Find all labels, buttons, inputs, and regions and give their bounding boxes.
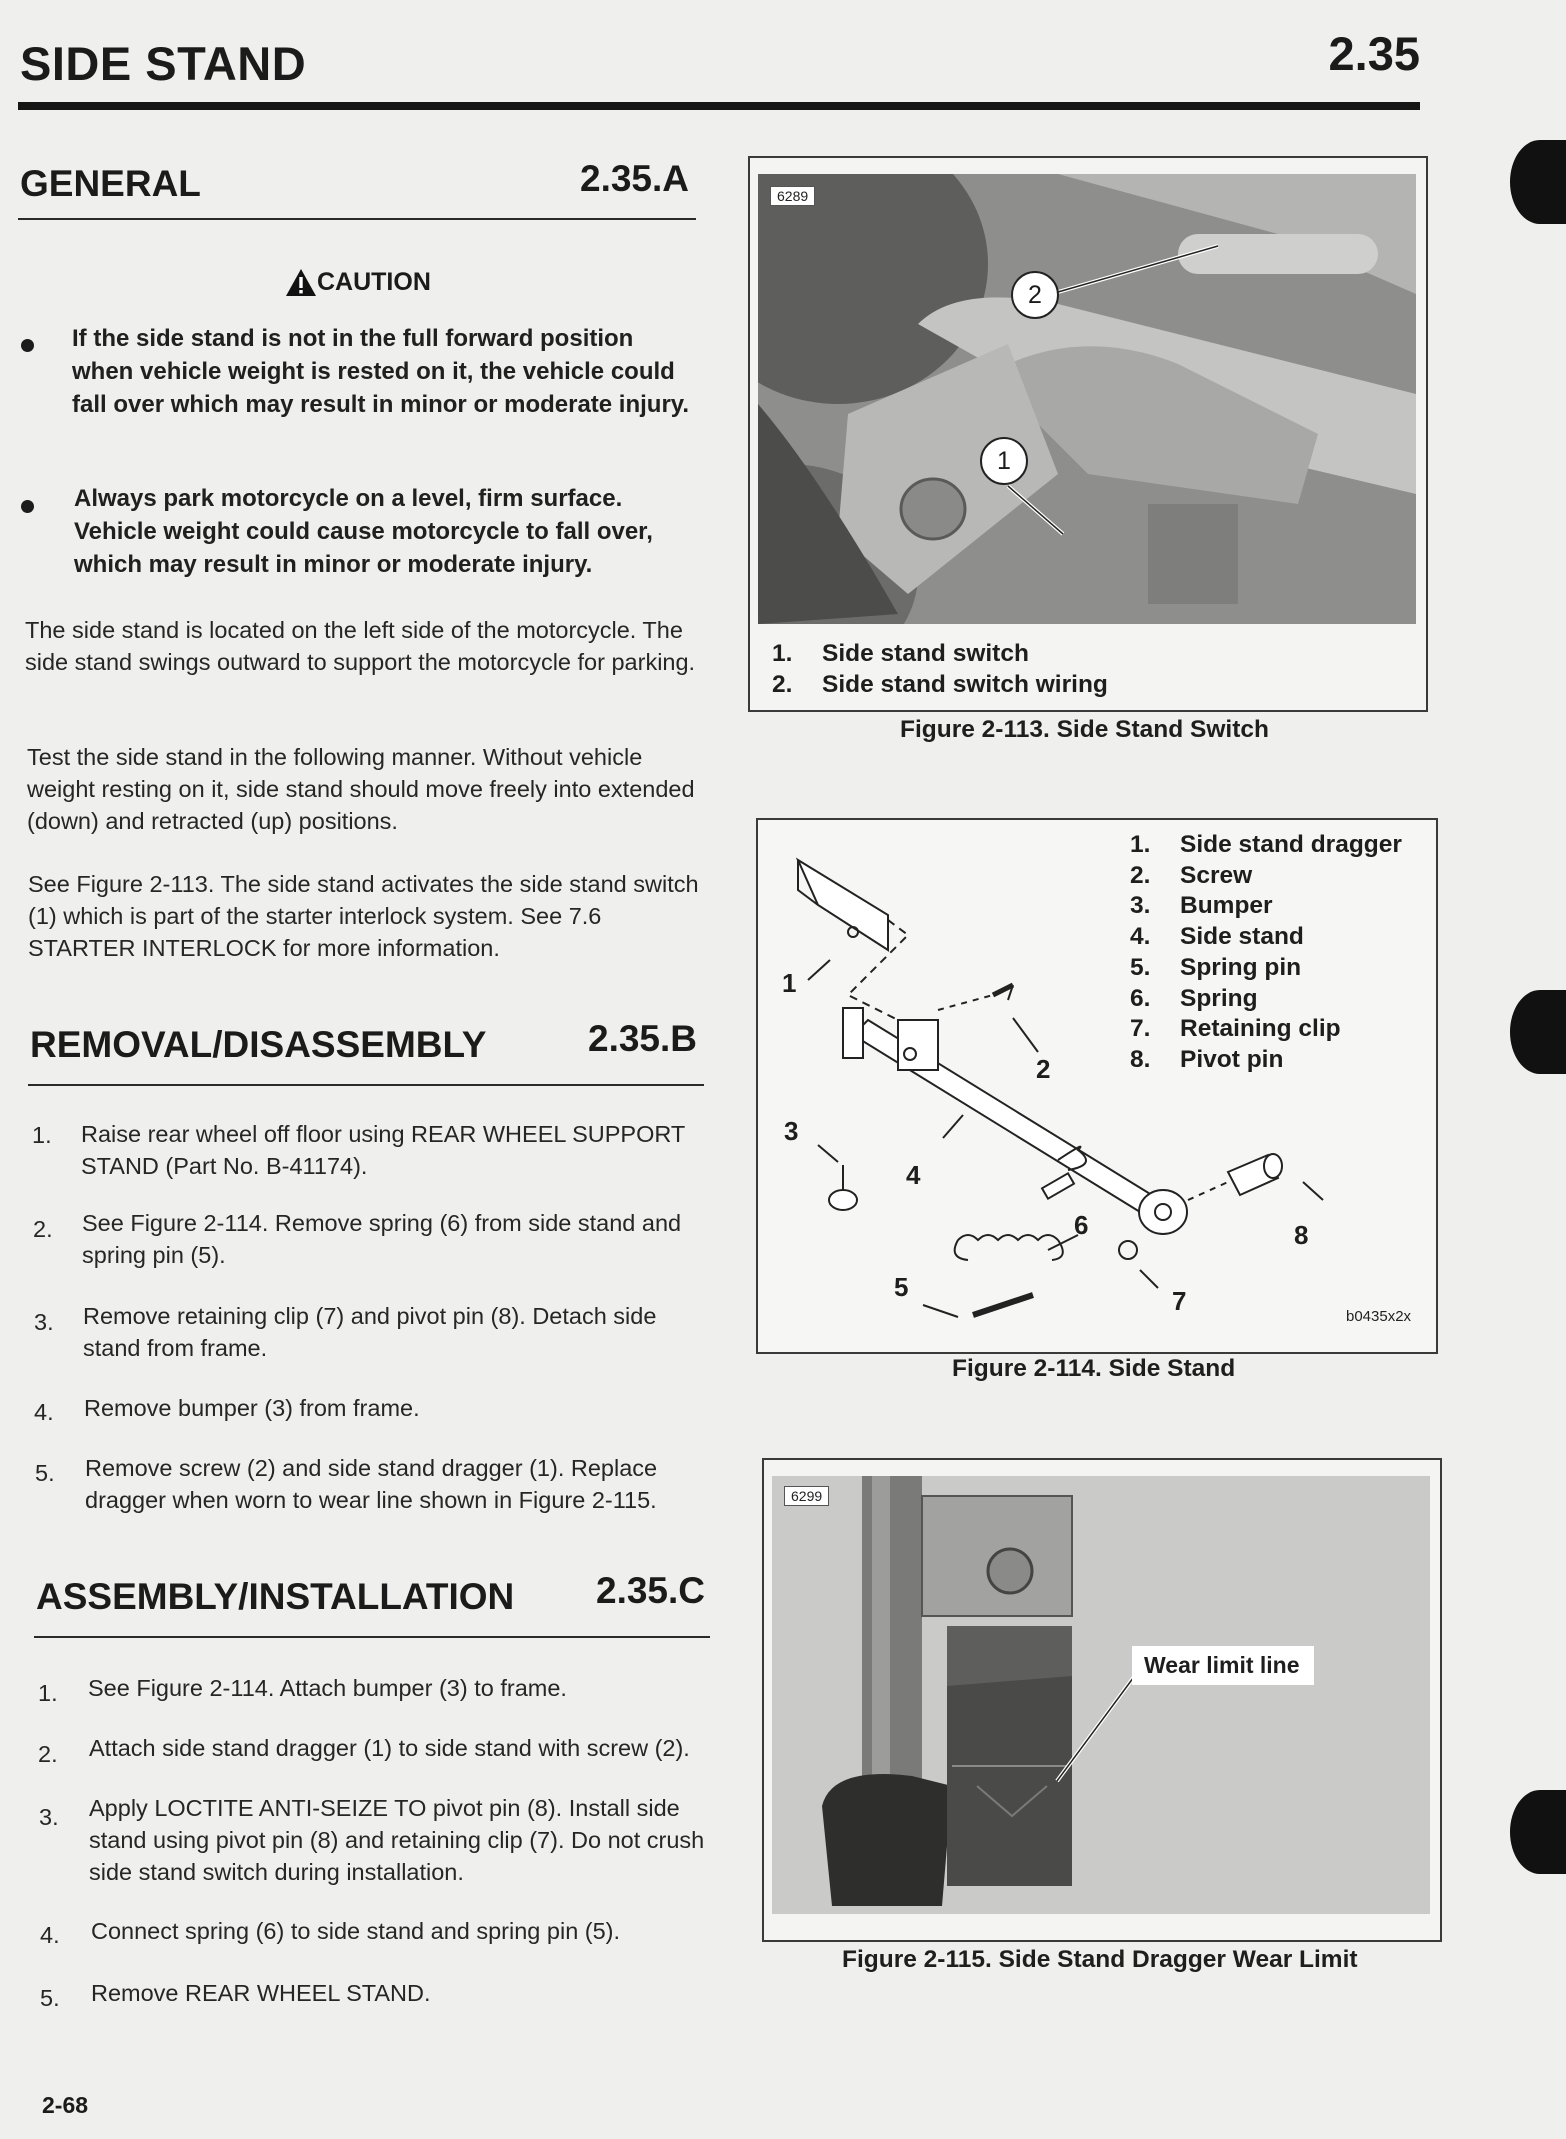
- step-number: 1.: [38, 1680, 58, 1706]
- caution-item: Always park motorcycle on a level, firm surface. Vehicle weight could cause motorcycle to fall over, which may result in minor or moderate injury.: [74, 485, 653, 578]
- diagram-callout: 5: [894, 1272, 909, 1302]
- figure-caption: Figure 2-115. Side Stand Dragger Wear Limit: [842, 1946, 1358, 1973]
- figure-caption: Figure 2-114. Side Stand: [952, 1355, 1236, 1382]
- legend-item: Side stand switch: [822, 640, 1029, 667]
- diagram-code: b0435x2x: [1346, 1308, 1412, 1325]
- removal-step: Remove retaining clip (7) and pivot pin (8). Detach side stand from frame.: [83, 1303, 657, 1361]
- removal-code: 2.35.B: [588, 1018, 698, 1059]
- step-number: 1.: [32, 1122, 52, 1148]
- legend-number: 8.: [1130, 1045, 1151, 1073]
- diagram-callout: 8: [1294, 1220, 1309, 1250]
- callout-2: 2: [1011, 271, 1059, 319]
- assembly-rule: [34, 1636, 710, 1638]
- legend-number: 6.: [1130, 984, 1151, 1012]
- figure-2-114: [756, 818, 1438, 1354]
- margin-tab-mark: [1510, 990, 1566, 1074]
- assembly-step: Connect spring (6) to side stand and spring pin (5).: [91, 1918, 621, 1944]
- caution-item: If the side stand is not in the full forward position when vehicle weight is rested on it, the vehicle could fall over which may result in minor or moderate injury.: [72, 325, 690, 418]
- legend-number: 1.: [1130, 831, 1151, 858]
- legend-item: Retaining clip: [1180, 1015, 1341, 1043]
- diagram-callout: 1: [782, 968, 797, 998]
- assembly-heading: ASSEMBLY/INSTALLATION: [36, 1576, 515, 1617]
- legend-item: Spring pin: [1180, 953, 1302, 981]
- removal-heading: REMOVAL/DISASSEMBLY: [30, 1024, 487, 1065]
- legend-item: Spring: [1180, 984, 1258, 1012]
- photo-tag: 6299: [784, 1486, 829, 1506]
- legend-number: 7.: [1130, 1015, 1151, 1043]
- diagram-callout: 3: [784, 1116, 799, 1146]
- removal-step: Raise rear wheel off floor using REAR WHEEL SUPPORT STAND (Part No. B-41174).: [81, 1121, 685, 1179]
- legend-items: [1180, 830, 1402, 1076]
- removal-rule: [28, 1084, 704, 1086]
- warning-triangle-icon: [285, 268, 317, 297]
- step-number: 3.: [34, 1309, 54, 1335]
- legend-numbers: [1130, 830, 1150, 1076]
- assembly-step: Attach side stand dragger (1) to side stand with screw (2).: [89, 1735, 690, 1761]
- general-rule: [18, 218, 696, 220]
- section-number: 2.35: [1328, 27, 1420, 80]
- figure-caption: Figure 2-113. Side Stand Switch: [900, 716, 1269, 743]
- diagram-callout: 4: [906, 1160, 921, 1190]
- removal-step: Remove screw (2) and side stand dragger (1). Replace dragger when worn to wear line shown in Figure 2-115.: [85, 1455, 658, 1513]
- dragger-wear-photo: [772, 1476, 1430, 1914]
- assembly-step: Apply LOCTITE ANTI-SEIZE TO pivot pin (8). Install side stand using pivot pin (8) and retaining clip (7). Do not crush side stand switch during installation.: [89, 1795, 705, 1885]
- step-number: 2.: [38, 1741, 58, 1767]
- margin-tab-mark: [1510, 1790, 1566, 1874]
- paragraph: Test the side stand in the following manner. Without vehicle weight resting on it, side stand should move freely into extended (down) and retracted (up) positions.: [27, 744, 695, 834]
- general-code: 2.35.A: [580, 158, 690, 199]
- diagram-callout: 7: [1172, 1286, 1187, 1316]
- page-title: SIDE STAND: [20, 37, 307, 90]
- legend-item: Side stand dragger: [1180, 831, 1402, 858]
- assembly-code: 2.35.C: [596, 1570, 706, 1611]
- step-number: 5.: [35, 1460, 55, 1486]
- diagram-callout: 6: [1074, 1210, 1089, 1240]
- legend-number: 2.: [772, 671, 793, 698]
- margin-tab-mark: [1510, 140, 1566, 224]
- step-number: 2.: [33, 1216, 53, 1242]
- bullet-icon: [21, 500, 34, 513]
- diagram-callout: 2: [1036, 1054, 1051, 1084]
- header-rule: [18, 102, 1420, 110]
- legend-number: 4.: [1130, 923, 1151, 951]
- page-number: 2-68: [42, 2092, 89, 2118]
- callout-1: 1: [980, 437, 1028, 485]
- wear-limit-label: Wear limit line: [1132, 1646, 1314, 1685]
- caution-header: [285, 268, 431, 297]
- legend-item: Screw: [1180, 861, 1253, 889]
- caution-label: CAUTION: [317, 268, 431, 296]
- removal-step: Remove bumper (3) from frame.: [84, 1395, 420, 1421]
- general-heading: GENERAL: [20, 163, 201, 204]
- removal-step: See Figure 2-114. Remove spring (6) from side stand and spring pin (5).: [82, 1210, 682, 1268]
- paragraph: The side stand is located on the left side of the motorcycle. The side stand swings outward to support the motorcycle for parking.: [25, 617, 696, 675]
- legend-item: Bumper: [1180, 892, 1273, 920]
- step-number: 4.: [34, 1399, 54, 1425]
- figure-2-115: [762, 1458, 1442, 1942]
- assembly-step: See Figure 2-114. Attach bumper (3) to frame.: [88, 1675, 567, 1701]
- figure-2-113: [748, 156, 1428, 712]
- assembly-step: Remove REAR WHEEL STAND.: [91, 1980, 431, 2006]
- legend-number: 1.: [772, 640, 793, 667]
- bullet-icon: [21, 339, 34, 352]
- step-number: 5.: [40, 1985, 60, 2011]
- legend-item: Side stand: [1180, 923, 1304, 951]
- legend-number: 3.: [1130, 892, 1151, 920]
- side-stand-switch-photo: [758, 174, 1416, 624]
- legend-number: 2.: [1130, 861, 1151, 889]
- photo-tag: 6289: [770, 186, 815, 206]
- step-number: 3.: [39, 1804, 59, 1830]
- paragraph: See Figure 2-113. The side stand activates the side stand switch (1) which is part of the starter interlock system. See 7.6 STARTER INTERLOCK for more information.: [28, 871, 699, 961]
- callout-leaders: [758, 174, 1416, 624]
- callout-leader: [772, 1476, 1430, 1914]
- legend-item: Pivot pin: [1180, 1045, 1284, 1073]
- legend-item: Side stand switch wiring: [822, 671, 1108, 698]
- legend-number: 5.: [1130, 953, 1151, 981]
- step-number: 4.: [40, 1922, 60, 1948]
